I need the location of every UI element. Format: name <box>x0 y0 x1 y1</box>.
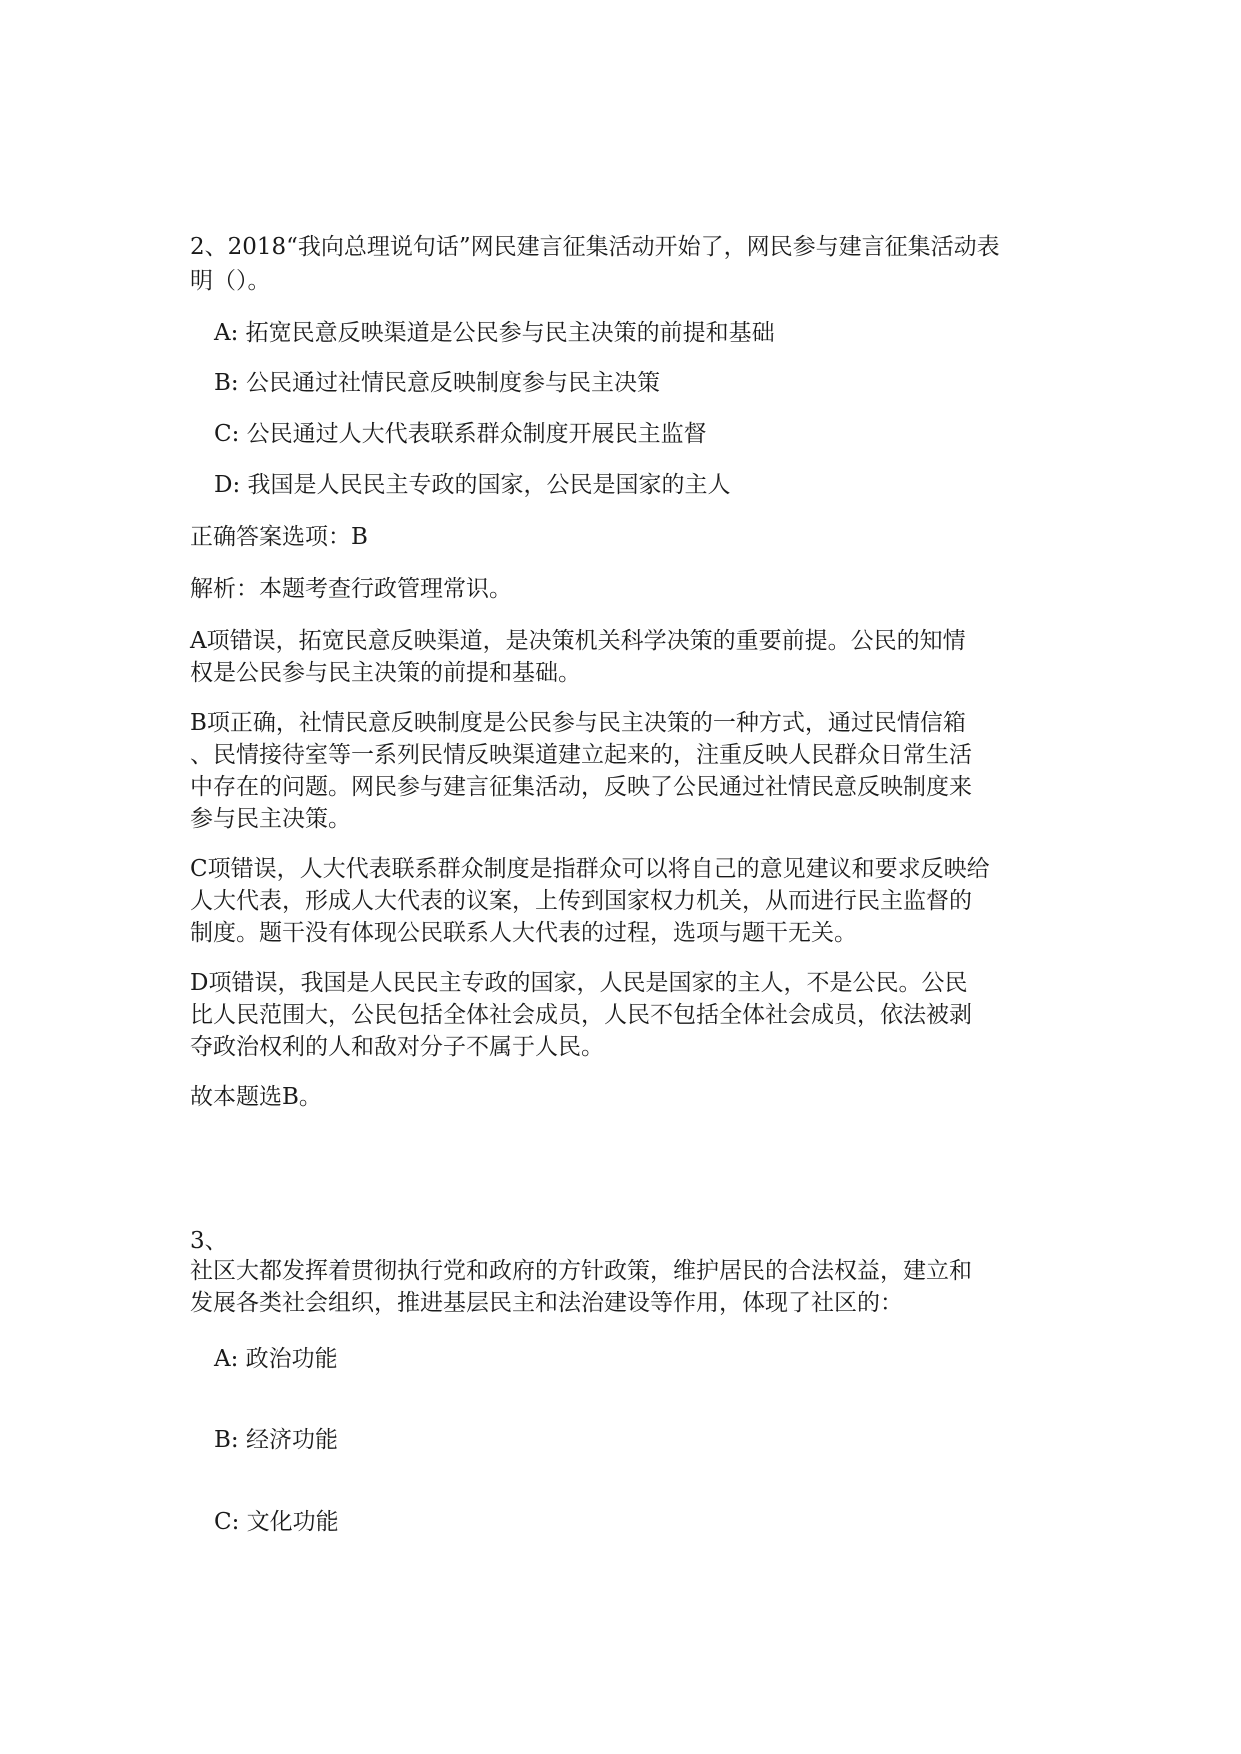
q2-option-d-text: 我国是人民民主专政的国家，公民是国家的主人 <box>247 472 731 498</box>
q3-number: 3、 <box>190 1228 228 1254</box>
q2-analysis-intro: 解析：本题考查行政管理常识。 <box>190 576 512 602</box>
q2-analysis-c-line-1: C项错误，人大代表联系群众制度是指群众可以将自己的意见建议和要求反映给 <box>190 856 990 882</box>
q2-stem-line-1: 2、2018“我向总理说句话”网民建言征集活动开始了，网民参与建言征集活动表 <box>190 234 1000 260</box>
q2-analysis-d-line-2: 比人民范围大，公民包括全体社会成员，人民不包括全体社会成员，依法被剥 <box>190 1002 972 1028</box>
q3-option-a <box>214 1344 338 1374</box>
q3-stem-line-2: 发展各类社会组织，推进基层民主和法治建设等作用，体现了社区的： <box>190 1290 903 1316</box>
q2-analysis-b-line-1: B项正确，社情民意反映制度是公民参与民主决策的一种方式，通过民情信箱 <box>190 710 966 736</box>
q2-analysis-d-line-3: 夺政治权利的人和敌对分子不属于人民。 <box>190 1034 604 1060</box>
q3-option-c-text: 文化功能 <box>246 1509 339 1535</box>
q2-analysis-b-line-4: 参与民主决策。 <box>190 806 351 832</box>
q2-analysis-a-line-1: A项错误，拓宽民意反映渠道，是决策机关科学决策的重要前提。公民的知情 <box>190 628 966 654</box>
q3-option-c-label: C: <box>214 1509 240 1535</box>
q2-answer: 正确答案选项：B <box>190 524 368 550</box>
q2-option-a-text: 拓宽民意反映渠道是公民参与民主决策的前提和基础 <box>245 320 775 346</box>
q3-option-a-text: 政治功能 <box>245 1346 338 1372</box>
q2-option-b <box>214 368 660 398</box>
q2-analysis-c-line-2: 人大代表，形成人大代表的议案，上传到国家权力机关，从而进行民主监督的 <box>190 888 972 914</box>
q3-option-a-label: A: <box>214 1346 239 1372</box>
q3-option-c <box>214 1507 339 1537</box>
q2-analysis-d-line-1: D项错误，我国是人民民主专政的国家，人民是国家的主人，不是公民。公民 <box>190 970 968 996</box>
q2-option-c <box>214 419 707 449</box>
q2-option-c-text: 公民通过人大代表联系群众制度开展民主监督 <box>246 421 707 447</box>
q2-stem-line-2: 明（）。 <box>190 268 271 294</box>
q2-option-b-text: 公民通过社情民意反映制度参与民主决策 <box>245 370 660 396</box>
q3-option-b-label: B: <box>214 1427 239 1453</box>
q2-option-d <box>214 470 731 500</box>
q3-option-b-text: 经济功能 <box>245 1427 338 1453</box>
q2-conclusion: 故本题选B。 <box>190 1084 322 1110</box>
q3-option-b <box>214 1425 338 1455</box>
q2-analysis-b-line-3: 中存在的问题。网民参与建言征集活动，反映了公民通过社情民意反映制度来 <box>190 774 972 800</box>
q2-option-b-label: B: <box>214 370 239 396</box>
q2-analysis-b-line-2: 、民情接待室等一系列民情反映渠道建立起来的，注重反映人民群众日常生活 <box>190 742 972 768</box>
q2-analysis-c-line-3: 制度。题干没有体现公民联系人大代表的过程，选项与题干无关。 <box>190 920 857 946</box>
q2-option-d-label: D: <box>214 472 241 498</box>
q2-option-a-label: A: <box>214 320 239 346</box>
q2-option-c-label: C: <box>214 421 240 447</box>
q2-analysis-a-line-2: 权是公民参与民主决策的前提和基础。 <box>190 660 581 686</box>
q3-stem-line-1: 社区大都发挥着贯彻执行党和政府的方针政策，维护居民的合法权益，建立和 <box>190 1258 972 1284</box>
q2-option-a <box>214 318 775 348</box>
